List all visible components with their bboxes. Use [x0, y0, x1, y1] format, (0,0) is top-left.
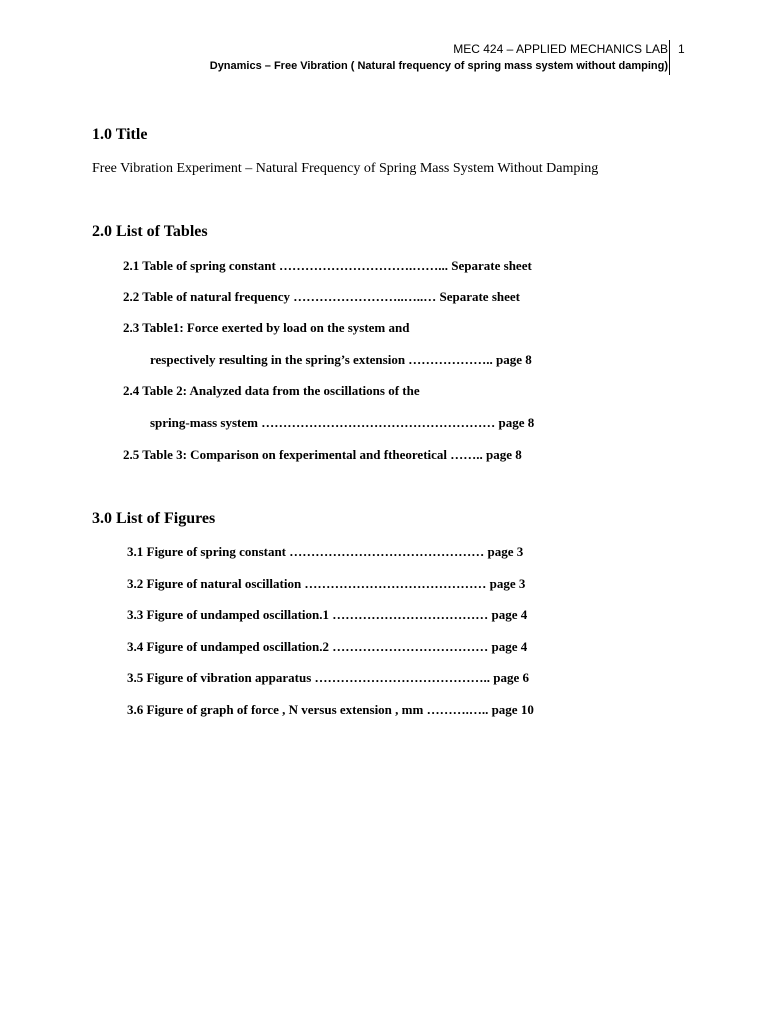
- toc-entry-figure-3-6[interactable]: 3.6 Figure of graph of force , N versus extension , mm ……….….. page 10: [127, 702, 534, 717]
- page-number: 1: [678, 42, 685, 56]
- tables-section-heading: 2.0 List of Tables: [92, 223, 208, 240]
- header-divider: [669, 40, 670, 75]
- toc-entry-table-2-4[interactable]: 2.4 Table 2: Analyzed data from the oscillations of the: [123, 383, 420, 398]
- toc-entry-figure-3-3[interactable]: 3.3 Figure of undamped oscillation.1 ……………………………… page 4: [127, 607, 528, 622]
- toc-entry-figure-3-1[interactable]: 3.1 Figure of spring constant ……………………………………… page 3: [127, 544, 524, 559]
- toc-entry-table-2-3-continued[interactable]: respectively resulting in the spring’s extension ……………….. page 8: [150, 352, 532, 367]
- title-section-heading: 1.0 Title: [92, 126, 148, 143]
- figures-section-heading: 3.0 List of Figures: [92, 510, 216, 527]
- toc-entry-figure-3-4[interactable]: 3.4 Figure of undamped oscillation.2 ……………………………… page 4: [127, 639, 528, 654]
- toc-entry-table-2-5[interactable]: 2.5 Table 3: Comparison on fexperimental and ftheoretical …….. page 8: [123, 447, 522, 462]
- page-header: [210, 40, 668, 75]
- toc-entry-figure-3-5[interactable]: 3.5 Figure of vibration apparatus ………………………………….. page 6: [127, 670, 530, 685]
- course-title: MEC 424 – APPLIED MECHANICS LAB: [453, 42, 668, 56]
- toc-entry-table-2-4-continued[interactable]: spring-mass system ……………………………………………… page 8: [150, 415, 535, 430]
- toc-entry-figure-3-2[interactable]: 3.2 Figure of natural oscillation …………………………………… page 3: [127, 576, 526, 591]
- toc-entry-table-2-2[interactable]: 2.2 Table of natural frequency ……………………..…..… Separate sheet: [123, 289, 520, 304]
- document-title-text: Free Vibration Experiment – Natural Frequency of Spring Mass System Without Damping: [92, 161, 599, 176]
- header-subtitle: Dynamics – Free Vibration ( Natural frequency of spring mass system without damping): [209, 60, 668, 72]
- toc-entry-table-2-1[interactable]: 2.1 Table of spring constant ………………………….……... Separate sheet: [123, 258, 532, 273]
- toc-entry-table-2-3[interactable]: 2.3 Table1: Force exerted by load on the system and: [123, 320, 410, 335]
